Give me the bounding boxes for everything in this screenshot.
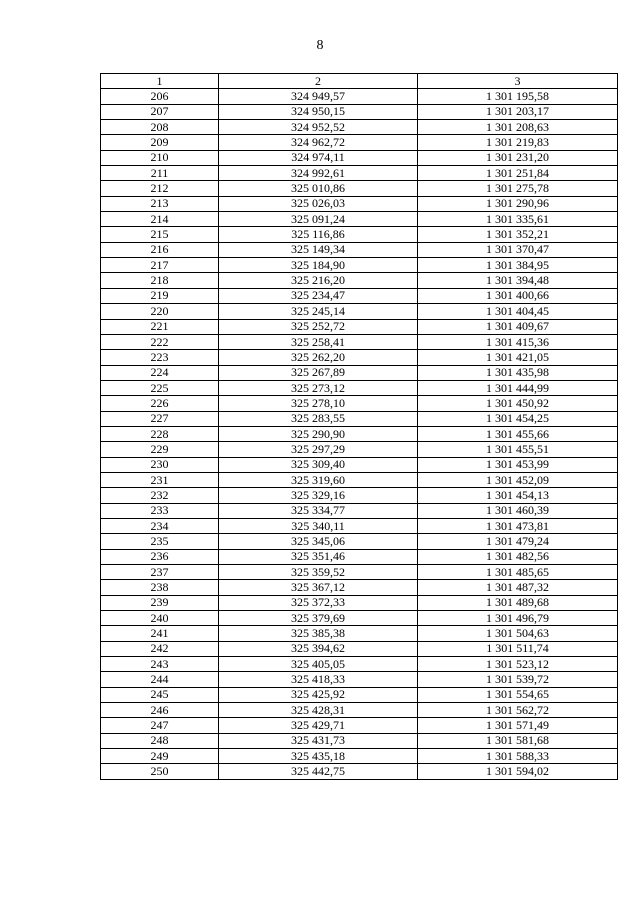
cell-point-number: 228 <box>101 426 219 441</box>
table-row <box>101 135 618 150</box>
cell-y-coordinate: 1 301 251,84 <box>418 166 618 181</box>
cell-point-number: 234 <box>101 518 219 533</box>
table-row <box>101 273 618 288</box>
cell-y-coordinate: 1 301 496,79 <box>418 611 618 626</box>
cell-point-number: 224 <box>101 365 219 380</box>
cell-y-coordinate: 1 301 290,96 <box>418 196 618 211</box>
table-row <box>101 396 618 411</box>
cell-point-number: 249 <box>101 749 219 764</box>
cell-y-coordinate: 1 301 370,47 <box>418 242 618 257</box>
table-row <box>101 411 618 426</box>
table-row <box>101 334 618 349</box>
cell-x-coordinate: 325 418,33 <box>219 672 418 687</box>
cell-y-coordinate: 1 301 539,72 <box>418 672 618 687</box>
cell-point-number: 221 <box>101 319 219 334</box>
coordinates-table <box>100 73 618 780</box>
table-row <box>101 212 618 227</box>
table-row <box>101 549 618 564</box>
table-row <box>101 304 618 319</box>
cell-point-number: 218 <box>101 273 219 288</box>
cell-x-coordinate: 325 116,86 <box>219 227 418 242</box>
cell-y-coordinate: 1 301 421,05 <box>418 350 618 365</box>
cell-y-coordinate: 1 301 195,58 <box>418 89 618 104</box>
cell-y-coordinate: 1 301 504,63 <box>418 626 618 641</box>
table-row <box>101 166 618 181</box>
cell-x-coordinate: 325 149,34 <box>219 242 418 257</box>
cell-x-coordinate: 325 290,90 <box>219 426 418 441</box>
table-row <box>101 580 618 595</box>
cell-y-coordinate: 1 301 523,12 <box>418 657 618 672</box>
cell-x-coordinate: 325 026,03 <box>219 196 418 211</box>
table-row <box>101 503 618 518</box>
cell-point-number: 211 <box>101 166 219 181</box>
cell-y-coordinate: 1 301 455,51 <box>418 442 618 457</box>
table-row <box>101 672 618 687</box>
cell-x-coordinate: 325 334,77 <box>219 503 418 518</box>
cell-y-coordinate: 1 301 581,68 <box>418 733 618 748</box>
cell-x-coordinate: 325 435,18 <box>219 749 418 764</box>
cell-point-number: 232 <box>101 488 219 503</box>
table-row <box>101 657 618 672</box>
cell-x-coordinate: 325 428,31 <box>219 703 418 718</box>
cell-point-number: 217 <box>101 258 219 273</box>
cell-x-coordinate: 325 273,12 <box>219 380 418 395</box>
cell-point-number: 244 <box>101 672 219 687</box>
cell-y-coordinate: 1 301 452,09 <box>418 472 618 487</box>
table-row <box>101 242 618 257</box>
cell-y-coordinate: 1 301 485,65 <box>418 565 618 580</box>
cell-x-coordinate: 324 949,57 <box>219 89 418 104</box>
cell-point-number: 238 <box>101 580 219 595</box>
table-body <box>101 89 618 779</box>
cell-point-number: 240 <box>101 611 219 626</box>
cell-x-coordinate: 325 252,72 <box>219 319 418 334</box>
table-row <box>101 120 618 135</box>
cell-point-number: 208 <box>101 120 219 135</box>
cell-point-number: 236 <box>101 549 219 564</box>
cell-point-number: 246 <box>101 703 219 718</box>
cell-x-coordinate: 325 367,12 <box>219 580 418 595</box>
cell-x-coordinate: 325 319,60 <box>219 472 418 487</box>
cell-point-number: 239 <box>101 595 219 610</box>
cell-point-number: 222 <box>101 334 219 349</box>
cell-x-coordinate: 325 278,10 <box>219 396 418 411</box>
cell-point-number: 207 <box>101 104 219 119</box>
table-row <box>101 488 618 503</box>
cell-y-coordinate: 1 301 594,02 <box>418 764 618 779</box>
cell-y-coordinate: 1 301 404,45 <box>418 304 618 319</box>
cell-y-coordinate: 1 301 489,68 <box>418 595 618 610</box>
table-row <box>101 764 618 779</box>
column-header-x: 2 <box>219 74 418 89</box>
cell-point-number: 214 <box>101 212 219 227</box>
table-row <box>101 196 618 211</box>
cell-y-coordinate: 1 301 219,83 <box>418 135 618 150</box>
cell-x-coordinate: 324 962,72 <box>219 135 418 150</box>
cell-x-coordinate: 325 425,92 <box>219 687 418 702</box>
cell-x-coordinate: 325 379,69 <box>219 611 418 626</box>
table-row <box>101 626 618 641</box>
cell-y-coordinate: 1 301 571,49 <box>418 718 618 733</box>
cell-y-coordinate: 1 301 588,33 <box>418 749 618 764</box>
table-row <box>101 687 618 702</box>
table-row <box>101 595 618 610</box>
cell-point-number: 220 <box>101 304 219 319</box>
cell-x-coordinate: 325 245,14 <box>219 304 418 319</box>
cell-point-number: 233 <box>101 503 219 518</box>
cell-x-coordinate: 324 950,15 <box>219 104 418 119</box>
cell-point-number: 227 <box>101 411 219 426</box>
cell-point-number: 245 <box>101 687 219 702</box>
cell-x-coordinate: 325 091,24 <box>219 212 418 227</box>
cell-x-coordinate: 325 283,55 <box>219 411 418 426</box>
table-row <box>101 718 618 733</box>
cell-x-coordinate: 325 297,29 <box>219 442 418 457</box>
table-row <box>101 380 618 395</box>
table-row <box>101 534 618 549</box>
cell-y-coordinate: 1 301 454,13 <box>418 488 618 503</box>
cell-x-coordinate: 325 394,62 <box>219 641 418 656</box>
table-row <box>101 472 618 487</box>
table-row <box>101 426 618 441</box>
page-number: 8 <box>316 38 324 53</box>
cell-y-coordinate: 1 301 482,56 <box>418 549 618 564</box>
cell-x-coordinate: 325 351,46 <box>219 549 418 564</box>
table-row <box>101 733 618 748</box>
table-row <box>101 227 618 242</box>
table-row <box>101 641 618 656</box>
cell-y-coordinate: 1 301 554,65 <box>418 687 618 702</box>
cell-point-number: 229 <box>101 442 219 457</box>
table-row <box>101 749 618 764</box>
cell-y-coordinate: 1 301 473,81 <box>418 518 618 533</box>
column-header-number: 1 <box>101 74 219 89</box>
cell-point-number: 241 <box>101 626 219 641</box>
cell-point-number: 216 <box>101 242 219 257</box>
cell-point-number: 230 <box>101 457 219 472</box>
cell-point-number: 225 <box>101 380 219 395</box>
table-row <box>101 104 618 119</box>
cell-point-number: 235 <box>101 534 219 549</box>
cell-y-coordinate: 1 301 562,72 <box>418 703 618 718</box>
cell-x-coordinate: 325 329,16 <box>219 488 418 503</box>
table-row <box>101 258 618 273</box>
cell-y-coordinate: 1 301 487,32 <box>418 580 618 595</box>
cell-point-number: 226 <box>101 396 219 411</box>
cell-point-number: 206 <box>101 89 219 104</box>
cell-x-coordinate: 325 309,40 <box>219 457 418 472</box>
cell-y-coordinate: 1 301 415,36 <box>418 334 618 349</box>
cell-x-coordinate: 325 010,86 <box>219 181 418 196</box>
cell-y-coordinate: 1 301 384,95 <box>418 258 618 273</box>
cell-x-coordinate: 324 974,11 <box>219 150 418 165</box>
cell-y-coordinate: 1 301 409,67 <box>418 319 618 334</box>
cell-x-coordinate: 325 372,33 <box>219 595 418 610</box>
cell-y-coordinate: 1 301 275,78 <box>418 181 618 196</box>
column-header-y: 3 <box>418 74 618 89</box>
cell-x-coordinate: 325 345,06 <box>219 534 418 549</box>
table-row <box>101 518 618 533</box>
cell-x-coordinate: 325 340,11 <box>219 518 418 533</box>
table-row <box>101 611 618 626</box>
cell-x-coordinate: 325 267,89 <box>219 365 418 380</box>
cell-point-number: 210 <box>101 150 219 165</box>
cell-y-coordinate: 1 301 208,63 <box>418 120 618 135</box>
table-row <box>101 703 618 718</box>
cell-x-coordinate: 324 952,52 <box>219 120 418 135</box>
cell-y-coordinate: 1 301 400,66 <box>418 288 618 303</box>
cell-point-number: 248 <box>101 733 219 748</box>
table-row <box>101 288 618 303</box>
cell-point-number: 242 <box>101 641 219 656</box>
table-row <box>101 319 618 334</box>
cell-point-number: 219 <box>101 288 219 303</box>
cell-point-number: 250 <box>101 764 219 779</box>
cell-point-number: 212 <box>101 181 219 196</box>
cell-point-number: 231 <box>101 472 219 487</box>
cell-y-coordinate: 1 301 450,92 <box>418 396 618 411</box>
cell-y-coordinate: 1 301 203,17 <box>418 104 618 119</box>
table-row <box>101 565 618 580</box>
cell-y-coordinate: 1 301 231,20 <box>418 150 618 165</box>
table-row <box>101 350 618 365</box>
cell-x-coordinate: 325 216,20 <box>219 273 418 288</box>
table-row <box>101 150 618 165</box>
table-row <box>101 365 618 380</box>
cell-y-coordinate: 1 301 511,74 <box>418 641 618 656</box>
cell-x-coordinate: 325 431,73 <box>219 733 418 748</box>
cell-x-coordinate: 325 184,90 <box>219 258 418 273</box>
cell-x-coordinate: 325 442,75 <box>219 764 418 779</box>
table-row <box>101 89 618 104</box>
cell-point-number: 247 <box>101 718 219 733</box>
cell-y-coordinate: 1 301 394,48 <box>418 273 618 288</box>
cell-y-coordinate: 1 301 455,66 <box>418 426 618 441</box>
cell-point-number: 213 <box>101 196 219 211</box>
table-row <box>101 181 618 196</box>
table-row <box>101 457 618 472</box>
cell-x-coordinate: 325 359,52 <box>219 565 418 580</box>
cell-y-coordinate: 1 301 454,25 <box>418 411 618 426</box>
cell-y-coordinate: 1 301 335,61 <box>418 212 618 227</box>
cell-x-coordinate: 324 992,61 <box>219 166 418 181</box>
table-row <box>101 442 618 457</box>
cell-x-coordinate: 325 258,41 <box>219 334 418 349</box>
cell-y-coordinate: 1 301 435,98 <box>418 365 618 380</box>
cell-y-coordinate: 1 301 453,99 <box>418 457 618 472</box>
cell-x-coordinate: 325 429,71 <box>219 718 418 733</box>
cell-point-number: 237 <box>101 565 219 580</box>
cell-x-coordinate: 325 385,38 <box>219 626 418 641</box>
cell-x-coordinate: 325 262,20 <box>219 350 418 365</box>
cell-x-coordinate: 325 405,05 <box>219 657 418 672</box>
cell-x-coordinate: 325 234,47 <box>219 288 418 303</box>
cell-point-number: 209 <box>101 135 219 150</box>
cell-point-number: 243 <box>101 657 219 672</box>
cell-y-coordinate: 1 301 460,39 <box>418 503 618 518</box>
cell-y-coordinate: 1 301 444,99 <box>418 380 618 395</box>
table-header-row <box>101 74 618 89</box>
cell-y-coordinate: 1 301 352,21 <box>418 227 618 242</box>
cell-point-number: 215 <box>101 227 219 242</box>
cell-point-number: 223 <box>101 350 219 365</box>
cell-y-coordinate: 1 301 479,24 <box>418 534 618 549</box>
